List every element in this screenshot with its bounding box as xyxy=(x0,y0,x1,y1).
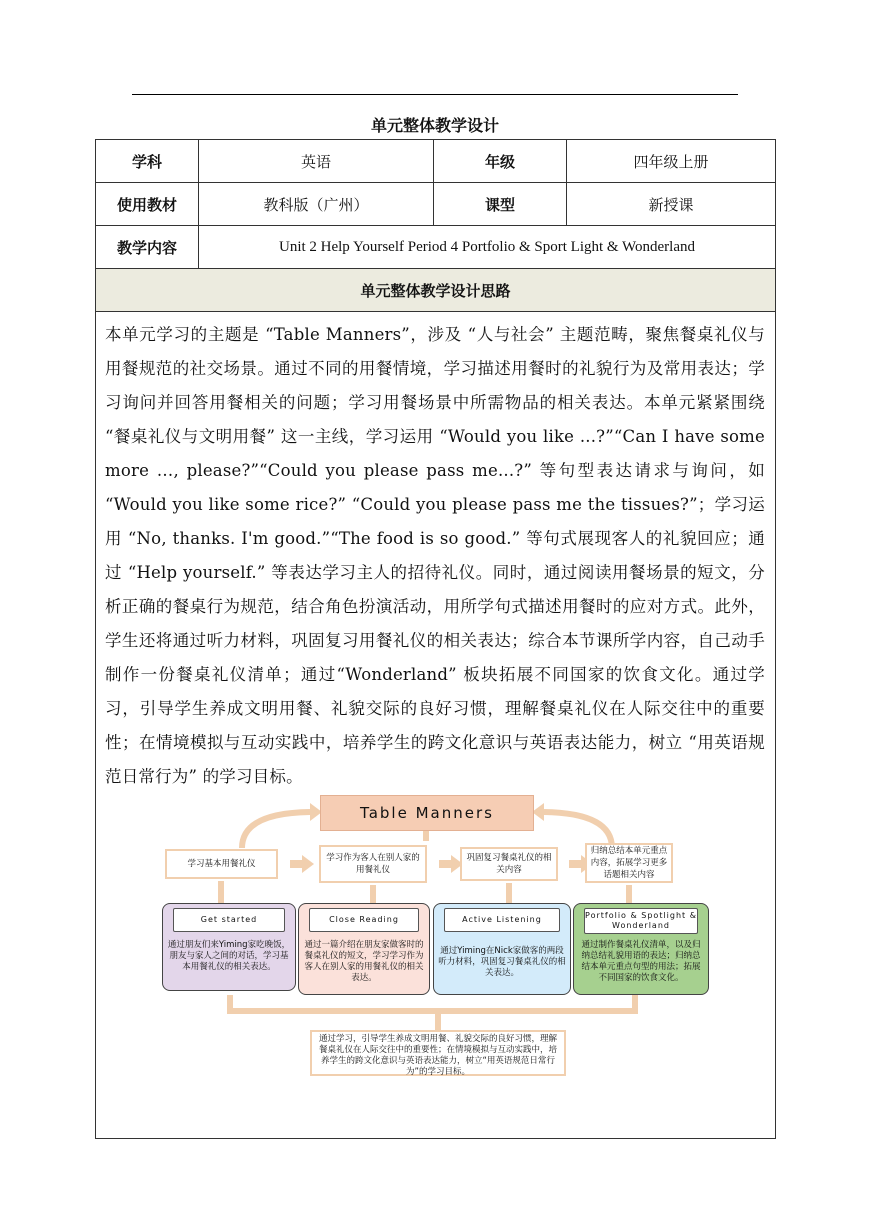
card-close-reading-text: 通过一篇介绍在朋友家做客时的餐桌礼仪的短文，学习学习作为客人在别人家的用餐礼仪的相关表达。 xyxy=(304,940,424,983)
flow-arrow-1 xyxy=(302,855,314,873)
connector-2 xyxy=(370,885,376,903)
flow-step-1: 学习基本用餐礼仪 xyxy=(165,849,278,879)
diagram-title: Table Manners xyxy=(320,795,534,831)
design-rationale-text: 本单元学习的主题是 “Table Manners”，涉及 “人与社会” 主题范畴，聚焦餐桌礼仪与用餐规范的社交场景。通过不同的用餐情境，学习描述用餐时的礼貌行为及常用表达；学习询问并回答用餐相关的问题；学习用餐场景中所需物品的相关表达。本单元紧紧围绕 “餐桌礼仪与文明用餐” 这一主线，学习运用 “Would you like ...?”“Can I have some more …, please?”“Could you please pass me...?” 等句型表达请求与询问，如 “Would you like some rice?” “Could you please pass me the tissues?”；学习运用 “No, thanks. I'm good.”“The food is so good.” 等句式展现客人的礼貌回应；通过 “Help yourself.” 等表达学习主人的招待礼仪。同时，通过阅读用餐场景的短文，分析正确的餐桌行为规范，结合角色扮演活动，用所学句式描述用餐时的应对方式。此外，学生还将通过听力材料，巩固复习用餐礼仪的相关表达；综合本节课所学内容，自己动手制作一份餐桌礼仪清单；通过“Wonderland” 板块拓展不同国家的饮食文化。通过学习，引导学生养成文明用餐、礼貌交际的良好习惯，理解餐桌礼仪在人际交往中的重要性；在情境模拟与互动实践中，培养学生的跨文化意识与英语表达能力，树立 “用英语规范日常行为” 的学习目标。 xyxy=(105,325,765,786)
subject-label: 学科 xyxy=(96,140,199,183)
connector-1 xyxy=(218,881,224,903)
textbook-value: 教科版（广州） xyxy=(199,183,434,226)
card-get-started-text: 通过朋友们来Yiming家吃晚饭，朋友与家人之间的对话，学习基本用餐礼仪的相关表达。 xyxy=(167,940,291,972)
card-get-started xyxy=(162,903,296,991)
card-portfolio-title: Portfolio & Spotlight & Wonderland xyxy=(584,908,698,934)
flow-step-3: 巩固复习餐桌礼仪的相关内容 xyxy=(460,847,558,881)
header-rule xyxy=(132,94,738,95)
card-portfolio xyxy=(573,903,709,995)
card-close-reading xyxy=(298,903,430,995)
card-portfolio-text: 通过制作餐桌礼仪清单，以及归纳总结礼貌用语的表达；归纳总结本单元重点句型的用法；拓展不同国家的饮食文化。 xyxy=(581,940,701,983)
lesson-type-label: 课型 xyxy=(434,183,567,226)
lesson-type-value: 新授课 xyxy=(567,183,776,226)
card-active-listening-text: 通过Yiming在Nick家做客的两段听力材料，巩固复习餐桌礼仪的相关表达。 xyxy=(438,946,566,978)
content-label: 教学内容 xyxy=(96,226,199,269)
content-value: Unit 2 Help Yourself Period 4 Portfolio & Sport Light & Wonderland xyxy=(199,226,776,269)
card-active-listening-title: Active Listening xyxy=(444,908,560,932)
connector-3 xyxy=(506,883,512,903)
unit-flow-diagram xyxy=(160,793,712,1083)
connector-4 xyxy=(626,885,632,903)
flow-step-2: 学习作为客人在别人家的用餐礼仪 xyxy=(319,845,427,883)
card-get-started-title: Get started xyxy=(173,908,285,932)
subject-value: 英语 xyxy=(199,140,434,183)
document-title: 单元整体教学设计 xyxy=(370,116,499,135)
diagram-summary: 通过学习，引导学生养成文明用餐、礼貌交际的良好习惯，理解餐桌礼仪在人际交往中的重要性；在情境模拟与互动实践中，培养学生的跨文化意识与英语表达能力，树立“用英语规范日常行为”的学习目标。 xyxy=(310,1030,566,1076)
textbook-label: 使用教材 xyxy=(96,183,199,226)
section-heading: 单元整体教学设计思路 xyxy=(96,269,776,312)
grade-value: 四年级上册 xyxy=(567,140,776,183)
grade-label: 年级 xyxy=(434,140,567,183)
flow-step-4: 归纳总结本单元重点内容，拓展学习更多话题相关内容 xyxy=(585,843,673,883)
card-active-listening xyxy=(433,903,571,995)
card-close-reading-title: Close Reading xyxy=(309,908,419,932)
